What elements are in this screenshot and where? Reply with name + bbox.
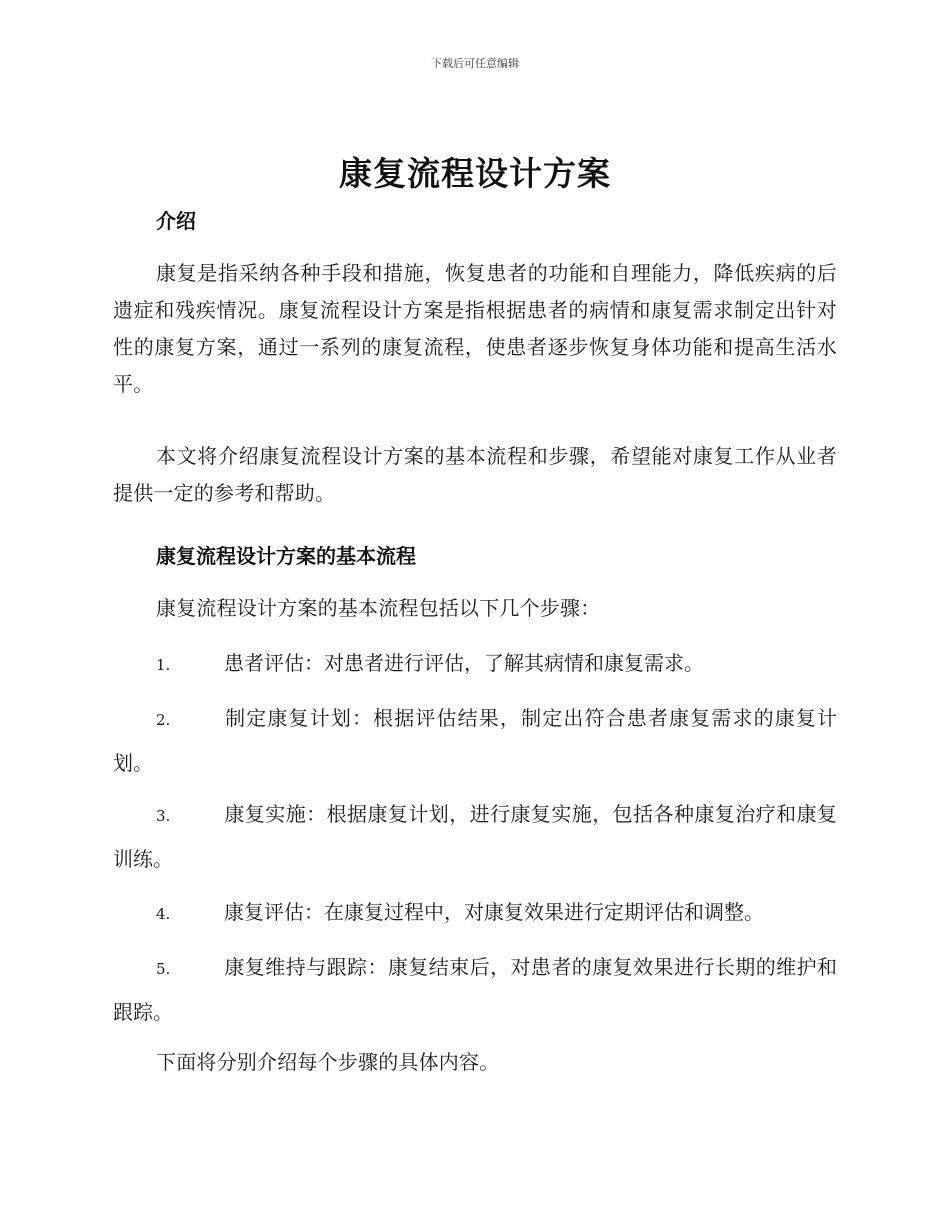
list-item-text: 康复实施：根据康复计划，进行康复实施，包括各种康复治疗和康复训练。 <box>113 802 837 871</box>
intro-paragraph-2: 本文将介绍康复流程设计方案的基本流程和步骤，希望能对康复工作从业者提供一定的参考和帮助。 <box>113 444 837 505</box>
list-item <box>113 946 837 1034</box>
list-item-text: 康复评估：在康复过程中，对康复效果进行定期评估和调整。 <box>224 900 764 924</box>
list-item-text: 康复维持与跟踪：康复结束后，对患者的康复效果进行长期的维护和跟踪。 <box>113 955 837 1024</box>
list-item-text: 患者评估：对患者进行评估，了解其病情和康复需求。 <box>224 651 704 675</box>
list-item-number: 1. <box>156 656 171 674</box>
list-item-number: 5. <box>156 960 171 978</box>
list-item <box>113 642 837 687</box>
document-title: 康复流程设计方案 <box>339 154 611 193</box>
section-heading-intro: 介绍 <box>156 209 196 233</box>
intro-paragraph-1: 康复是指采纳各种手段和措施，恢复患者的功能和自理能力，降低疾病的后遗症和残疾情况。康复流程设计方案是指根据患者的病情和康复需求制定出针对性的康复方案，通过一系列的康复流程，使患者逐步恢复身体功能和提高生活水平。 <box>113 261 837 396</box>
list-item-number: 3. <box>156 807 171 825</box>
closing-paragraph: 下面将分别介绍每个步骤的具体内容。 <box>156 1050 500 1074</box>
basic-flow-paragraph: 康复流程设计方案的基本流程包括以下几个步骤： <box>156 596 601 620</box>
list-item-text: 制定康复计划：根据评估结果，制定出符合患者康复需求的康复计划。 <box>113 706 837 775</box>
list-item <box>113 793 837 881</box>
list-item-number: 4. <box>156 905 171 923</box>
list-item <box>113 891 837 936</box>
header-note: 下载后可任意编辑 <box>431 57 519 70</box>
section-heading-basic-flow: 康复流程设计方案的基本流程 <box>156 544 416 568</box>
list-item-number: 2. <box>156 711 171 729</box>
list-item <box>113 697 837 785</box>
